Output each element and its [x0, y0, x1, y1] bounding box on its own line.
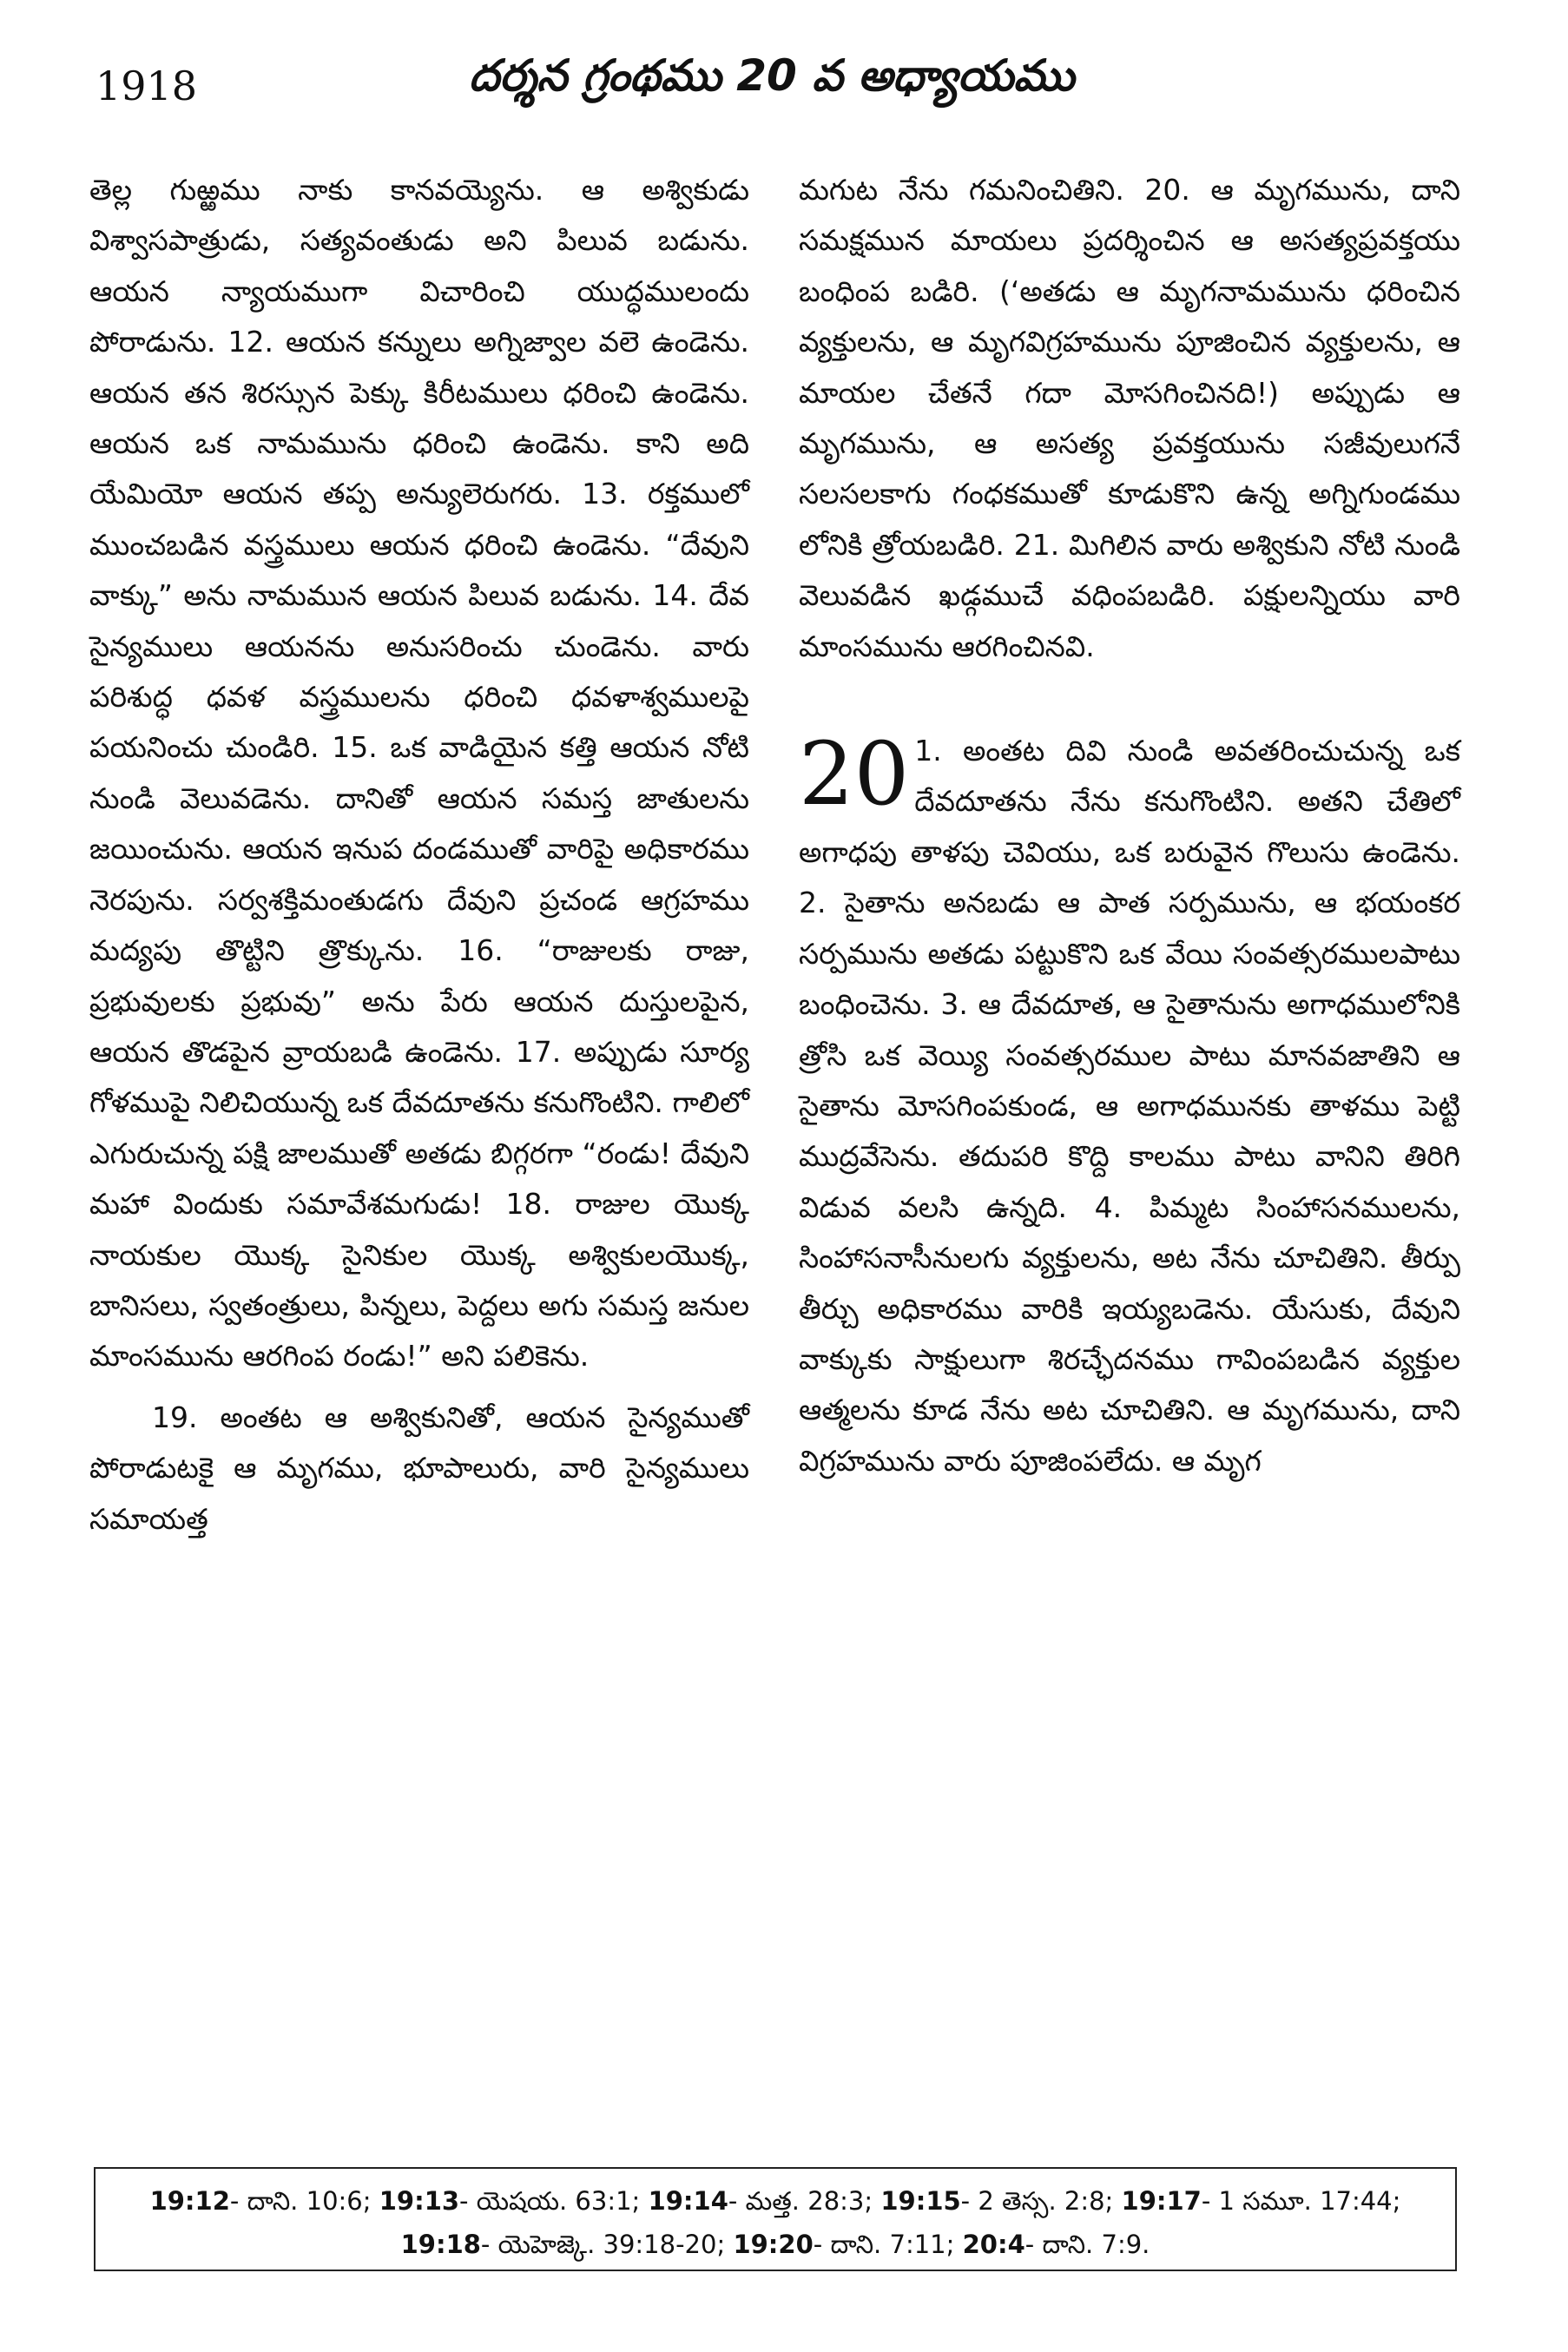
ref-label: 19:14 [648, 2186, 728, 2216]
chapter-text: 1. అంతట దివి నుండి అవతరించుచున్న ఒక దేవదూతను నేను కనుగొంటిని. అతని చేతిలో అగాధపు తాళపు చెవియు, ఒక బరువైన గొలుసు ఉండెను. 2. సైతాను అనబడు ఆ పాత సర్పమును, ఆ భయంకర సర్పమును అతడు పట్టుకొని ఒక వేయి సంవత్సరములపాటు బంధించెను. 3. ఆ దేవదూత, ఆ సైతానును అగాధములోనికి త్రోసి ఒక వెయ్యి సంవత్సరముల పాటు మానవజాతిని ఆ సైతాను మోసగింపకుండ, ఆ అగాధమునకు తాళము పెట్టి ముద్రవేసెను. తదుపరి కొద్ది కాలము పాటు వానిని తిరిగి విడువ వలసి ఉన్నది. 4. పిమ్మట సింహాసనములను, సింహాసనాసీనులగు వ్యక్తులను, అట నేను చూచితిని. తీర్పు తీర్చు అధికారము వారికి ఇయ్యబడెను. యేసుకు, దేవుని వాక్కుకు సాక్షులుగా శిరచ్ఛేదనము గావింపబడిన వ్యక్తుల ఆత్మలను కూడ నేను అట చూచితిని. ఆ మృగమును, దాని విగ్రహమును వారు పూజింపలేదు. ఆ మృగ [799, 734, 1460, 1478]
ref-label: 19:13 [379, 2186, 460, 2216]
paragraph: తెల్ల గుఱ్ఱము నాకు కానవయ్యెను. ఆ అశ్వికుడు విశ్వాసపాత్రుడు, సత్యవంతుడు అని పిలువ బడును. ఆయన న్యాయముగా విచారించి యుద్ధములందు పోరాడును. 12. ఆయన కన్నులు అగ్నిజ్వాల వలె ఉండెను. ఆయన తన శిరస్సున పెక్కు కిరీటములు ధరించి ఉండెను. ఆయన ఒక నామమును ధరించి ఉండెను. కాని అది యేమియో ఆయన తప్ప అన్యులెరుగరు. 13. రక్తములో ముంచబడిన వస్త్రములు ఆయన ధరించి ఉండెను. “దేవుని వాక్కు” అను నామమున ఆయన పిలువ బడును. 14. దేవ సైన్యములు ఆయనను అనుసరించు చుండెను. వారు పరిశుద్ధ ధవళ వస్త్రములను ధరించి ధవళాశ్వములపై పయనించు చుండిరి. 15. ఒక వాడియైన కత్తి ఆయన నోటి నుండి వెలువడెను. దానితో ఆయన సమస్త జాతులను జయించును. ఆయన ఇనుప దండముతో వారిపై అధికారము నెరపును. సర్వశక్తిమంతుడగు దేవుని ప్రచండ ఆగ్రహము మద్యపు తొట్టిని త్రొక్కును. 16. “రాజులకు రాజు, ప్రభువులకు ప్రభువు” అను పేరు ఆయన దుస్తులపైన, ఆయన తొడపైన వ్రాయబడి ఉండెను. 17. అప్పుడు సూర్య గోళముపై నిలిచియున్న ఒక దేవదూతను కనుగొంటిని. గాలిలో ఎగురుచున్న పక్షి జాలముతో అతడు బిగ్గరగా “రండు! దేవుని మహా విందుకు సమావేశమగుడు! 18. రాజుల యొక్క నాయకుల యొక్క సైనికుల యొక్క అశ్వికులయొక్క, బానిసలు, స్వతంత్రులు, పిన్నలు, పెద్దలు అగు సమస్త జనుల మాంసమును ఆరగింప రండు!” అని పలికెను. [89, 173, 749, 1374]
ref-text: యెషయ. 63:1; [476, 2186, 649, 2216]
ref-text: 2 తెస్స. 2:8; [978, 2186, 1122, 2216]
running-head: దర్శన గ్రంథము 20 వ అధ్యాయము [469, 50, 1075, 101]
ref-label: 19:20 [733, 2230, 814, 2259]
ref-label: 19:12 [149, 2186, 230, 2216]
left-column [89, 165, 749, 1545]
ref-text: దాని. 7:9. [1042, 2230, 1150, 2259]
cross-reference-box [94, 2167, 1457, 2271]
ref-label: 19:15 [880, 2186, 961, 2216]
ref-text: యెహెజ్కె. 39:18-20; [497, 2230, 734, 2259]
cross-reference-text: 19:12- దాని. 10:6; 19:13- యెషయ. 63:1; 19:14- మత్త. 28:3; 19:15- 2 తెస్స. 2:8; 19:17- 1 సమూ. 17:44; 19:18- యెహెజ్కె. 39:18-20; 19:20- దాని. 7:11; 20:4- దాని. 7:9. [149, 2186, 1401, 2259]
ref-text: దాని. 10:6; [247, 2186, 379, 2216]
ref-label: 19:18 [400, 2230, 481, 2259]
chapter-paragraph [799, 723, 1460, 1486]
ref-label: 20:4 [962, 2230, 1025, 2259]
chapter-number: 20 [799, 723, 910, 826]
paragraph: 19. అంతట ఆ అశ్వికునితో, ఆయన సైన్యముతో పోరాడుటకై ఆ మృగము, భూపాలురు, వారి సైన్యములు సమాయత్త [89, 1400, 749, 1536]
ref-text: మత్త. 28:3; [745, 2186, 881, 2216]
paragraph: మగుట నేను గమనించితిని. 20. ఆ మృగమును, దాని సమక్షమున మాయలు ప్రదర్శించిన ఆ అసత్యప్రవక్తయు బంధింప బడిరి. (‘అతడు ఆ మృగనామమును ధరించిన వ్యక్తులను, ఆ మృగవిగ్రహమును పూజించిన వ్యక్తులను, ఆ మాయల చేతనే గదా మోసగించినది!) అప్పుడు ఆ మృగమును, ఆ అసత్య ప్రవక్తయును సజీవులుగనే సలసలకాగు గంధకముతో కూడుకొని ఉన్న అగ్నిగుండము లోనికి త్రోయబడిరి. 21. మిగిలిన వారు అశ్వికుని నోటి నుండి వెలువడిన ఖడ్గముచే వధింపబడిరి. పక్షులన్నియు వారి మాంసమును ఆరగించినవి. [799, 173, 1460, 663]
ref-label: 19:17 [1121, 2186, 1202, 2216]
page-number: 1918 [96, 63, 198, 109]
ref-text: దాని. 7:11; [830, 2230, 963, 2259]
ref-text: 1 సమూ. 17:44; [1218, 2186, 1401, 2216]
right-column [799, 165, 1460, 1486]
